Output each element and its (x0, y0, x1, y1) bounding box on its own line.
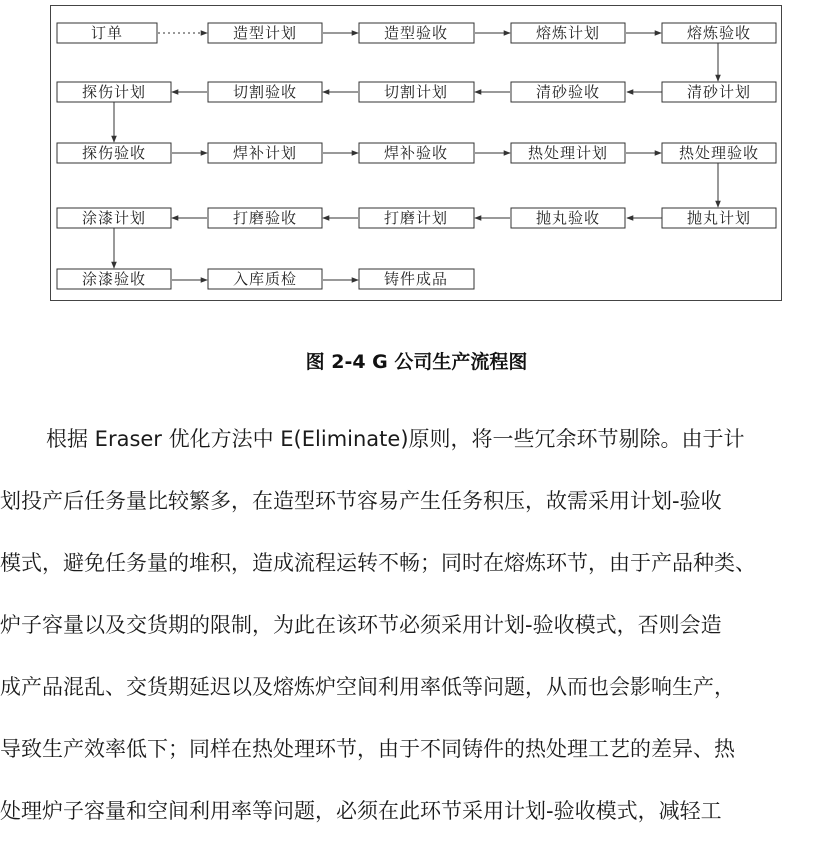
node-label: 入库质检 (232, 270, 298, 288)
node-grind-plan (359, 208, 474, 228)
paragraph-line: 处理炉子容量和空间利用率等问题，必须在此环节采用计划-验收模式，减轻工 (0, 799, 722, 823)
node-storage-qc (208, 269, 322, 289)
node-label: 造型计划 (232, 24, 298, 42)
node-mold-plan (208, 23, 322, 43)
paragraph-line: 划投产后任务量比较繁多，在造型环节容易产生任务积压，故需采用计划-验收 (0, 489, 722, 513)
figure-caption: 图 2-4 G 公司生产流程图 (305, 351, 528, 373)
node-label: 热处理计划 (527, 144, 609, 162)
node-label: 熔炼验收 (686, 24, 752, 42)
node-mold-check (359, 23, 474, 43)
node-label: 打磨验收 (232, 209, 298, 227)
node-label: 焊补验收 (383, 144, 449, 162)
node-weld-plan (208, 143, 322, 163)
node-label: 切割计划 (383, 83, 449, 101)
production-flowchart (0, 0, 833, 310)
node-cut-plan (359, 82, 474, 102)
node-label: 探伤验收 (81, 144, 147, 162)
node-melt-plan (511, 23, 625, 43)
node-grind-check (208, 208, 322, 228)
node-label: 切割验收 (232, 83, 298, 101)
node-label: 铸件成品 (383, 270, 449, 288)
node-flaw-plan (57, 82, 171, 102)
paragraph-line: 成产品混乱、交货期延迟以及熔炼炉空间利用率低等问题，从而也会影响生产， (0, 675, 735, 699)
node-heat-check (662, 143, 776, 163)
node-order (57, 23, 157, 43)
node-sand-plan (662, 82, 776, 102)
paragraph-line: 炉子容量以及交货期的限制，为此在该环节必须采用计划-验收模式，否则会造 (0, 613, 722, 637)
node-label: 探伤计划 (81, 83, 147, 101)
paragraph-line: 导致生产效率低下；同样在热处理环节，由于不同铸件的热处理工艺的差异、热 (0, 737, 735, 761)
node-label: 焊补计划 (232, 144, 298, 162)
node-label: 涂漆验收 (81, 270, 147, 288)
node-label: 涂漆计划 (81, 209, 147, 227)
node-paint-plan (57, 208, 171, 228)
node-shot-plan (662, 208, 776, 228)
node-label: 清砂计划 (686, 83, 752, 101)
node-heat-plan (511, 143, 625, 163)
node-label: 抛丸验收 (535, 209, 601, 227)
node-finished (359, 269, 474, 289)
node-cut-check (208, 82, 322, 102)
node-label: 造型验收 (383, 24, 449, 42)
node-flaw-check (57, 143, 171, 163)
node-weld-check (359, 143, 474, 163)
node-melt-check (662, 23, 776, 43)
node-label: 抛丸计划 (686, 209, 752, 227)
body-paragraph (0, 408, 833, 842)
node-paint-check (57, 269, 171, 289)
node-sand-check (511, 82, 625, 102)
node-label: 热处理验收 (678, 144, 760, 162)
node-label: 打磨计划 (383, 209, 449, 227)
node-label: 熔炼计划 (535, 24, 601, 42)
paragraph-line: 根据 Eraser 优化方法中 E(Eliminate)原则，将一些冗余环节剔除。由于计 (46, 427, 745, 451)
node-shot-check (511, 208, 625, 228)
node-label: 订单 (90, 24, 124, 42)
node-label: 清砂验收 (535, 83, 601, 101)
paragraph-line: 模式，避免任务量的堆积，造成流程运转不畅；同时在熔炼环节，由于产品种类、 (0, 551, 756, 575)
